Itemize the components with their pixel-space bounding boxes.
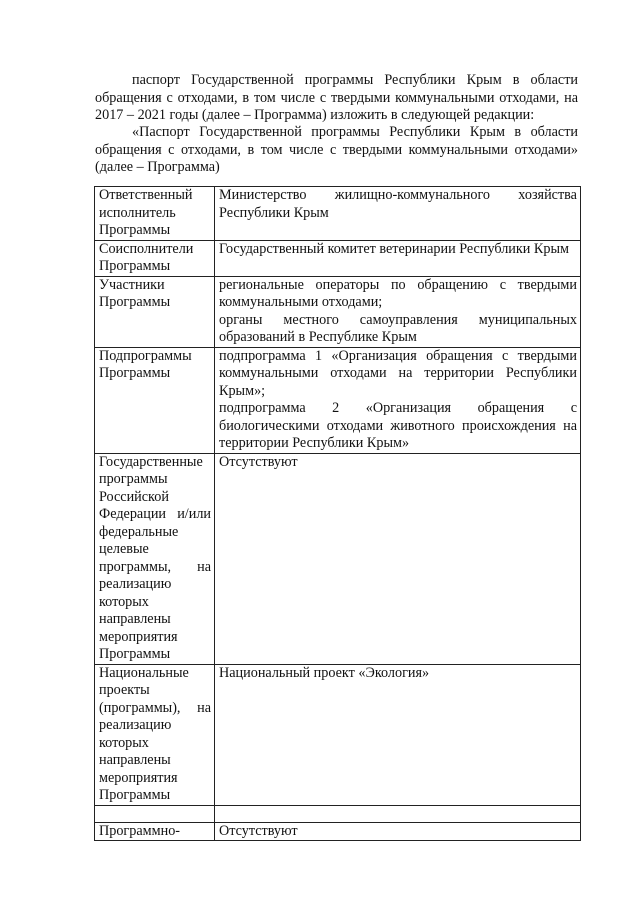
row-label: Государственные программы Российской Федерации и/или федеральные целевые программы, на реализацию которых направлены мероприятия Программы — [95, 453, 215, 664]
row-label: Участники Программы — [95, 276, 215, 347]
row-value — [215, 805, 581, 822]
intro-paragraph-2: «Паспорт Государственной программы Республики Крым в области обращения с отходами, в том числе с твердыми коммунальными отходами» (далее – Программа) — [95, 124, 578, 175]
row-label — [95, 805, 215, 822]
table-row — [95, 240, 581, 276]
table-row — [95, 822, 581, 841]
row-label: Подпрограммы Программы — [95, 347, 215, 453]
row-label: Ответственный исполнитель Программы — [95, 187, 215, 241]
table-row — [95, 276, 581, 347]
table-row — [95, 347, 581, 453]
intro-paragraph-1: паспорт Государственной программы Республики Крым в области обращения с отходами, в том числе с твердыми коммунальными отходами, на 2017 – 2021 годы (далее – Программа) изложить в следующей редакции: — [95, 72, 578, 123]
row-label: Программно- — [95, 822, 215, 841]
row-value: Отсутствуют — [215, 453, 581, 664]
row-label: Соисполнители Программы — [95, 240, 215, 276]
table-row — [95, 453, 581, 664]
row-value: Отсутствуют — [215, 822, 581, 841]
table-row — [95, 805, 581, 822]
row-label: Национальные проекты (программы), на реализацию которых направлены мероприятия Программы — [95, 664, 215, 805]
table-row — [95, 664, 581, 805]
row-value: Национальный проект «Экология» — [215, 664, 581, 805]
row-value: Государственный комитет ветеринарии Республики Крым — [215, 240, 581, 276]
table-row — [95, 187, 581, 241]
row-value: подпрограмма 1 «Организация обращения с твердыми коммунальными отходами на территории Республики Крым»; подпрограмма 2 «Организация обращения с биологическими отходами животного происхождения на территории Республики Крым» — [215, 347, 581, 453]
row-value: региональные операторы по обращению с твердыми коммунальными отходами; органы местного самоуправления муниципальных образований в Республике Крым — [215, 276, 581, 347]
program-passport-table — [94, 186, 581, 841]
row-value: Министерство жилищно-коммунального хозяйства Республики Крым — [215, 187, 581, 241]
